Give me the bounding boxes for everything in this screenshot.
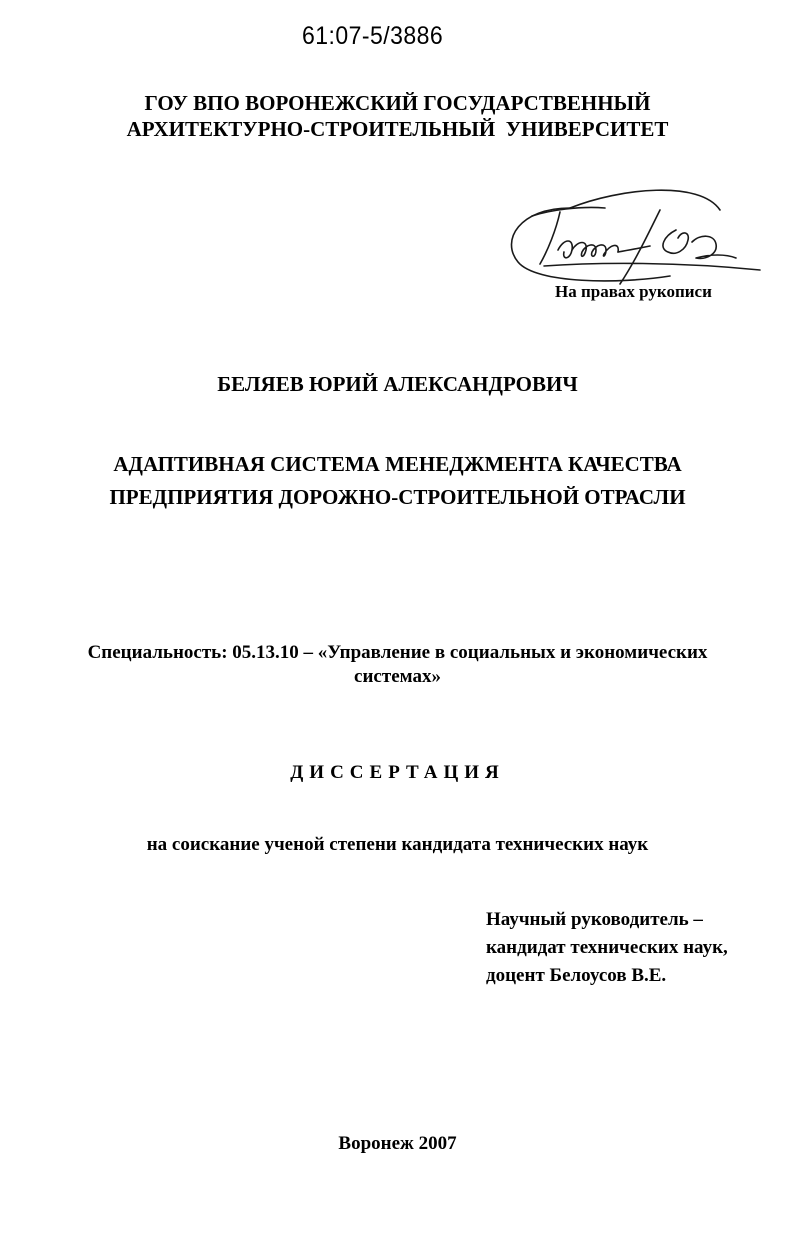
supervisor-line-1: Научный руководитель –: [486, 909, 703, 930]
supervisor-line-2: кандидат технических наук,: [486, 937, 728, 958]
specialty-line-1: Специальность: 05.13.10 – «Управление в социальных и экономических: [87, 642, 708, 663]
supervisor-block: [486, 906, 728, 990]
author-name: БЕЛЯЕВ ЮРИЙ АЛЕКСАНДРОВИЧ: [217, 372, 578, 396]
handwritten-signature: [500, 180, 770, 290]
specialty: [60, 641, 735, 689]
manuscript-note: На правах рукописи: [555, 282, 712, 301]
title-line-2: ПРЕДПРИЯТИЯ ДОРОЖНО-СТРОИТЕЛЬНОЙ ОТРАСЛИ: [109, 485, 686, 509]
university-line-1: ГОУ ВПО ВОРОНЕЖСКИЙ ГОСУДАРСТВЕННЫЙ: [144, 91, 651, 115]
university-line-2: АРХИТЕКТУРНО-СТРОИТЕЛЬНЫЙ УНИВЕРСИТЕТ: [126, 117, 669, 141]
degree-statement: на соискание ученой степени кандидата технических наук: [146, 834, 649, 855]
title-line-1: АДАПТИВНАЯ СИСТЕМА МЕНЕДЖМЕНТА КАЧЕСТВА: [113, 452, 682, 476]
archive-code: 61:07-5/3886: [302, 22, 444, 50]
dissertation-title: [0, 448, 795, 514]
university-name: [0, 90, 795, 142]
document-type: ДИССЕРТАЦИЯ: [290, 762, 505, 783]
city-year: Воронеж 2007: [338, 1133, 457, 1154]
supervisor-line-3: доцент Белоусов В.Е.: [486, 965, 667, 986]
specialty-line-2: системах»: [354, 666, 441, 687]
